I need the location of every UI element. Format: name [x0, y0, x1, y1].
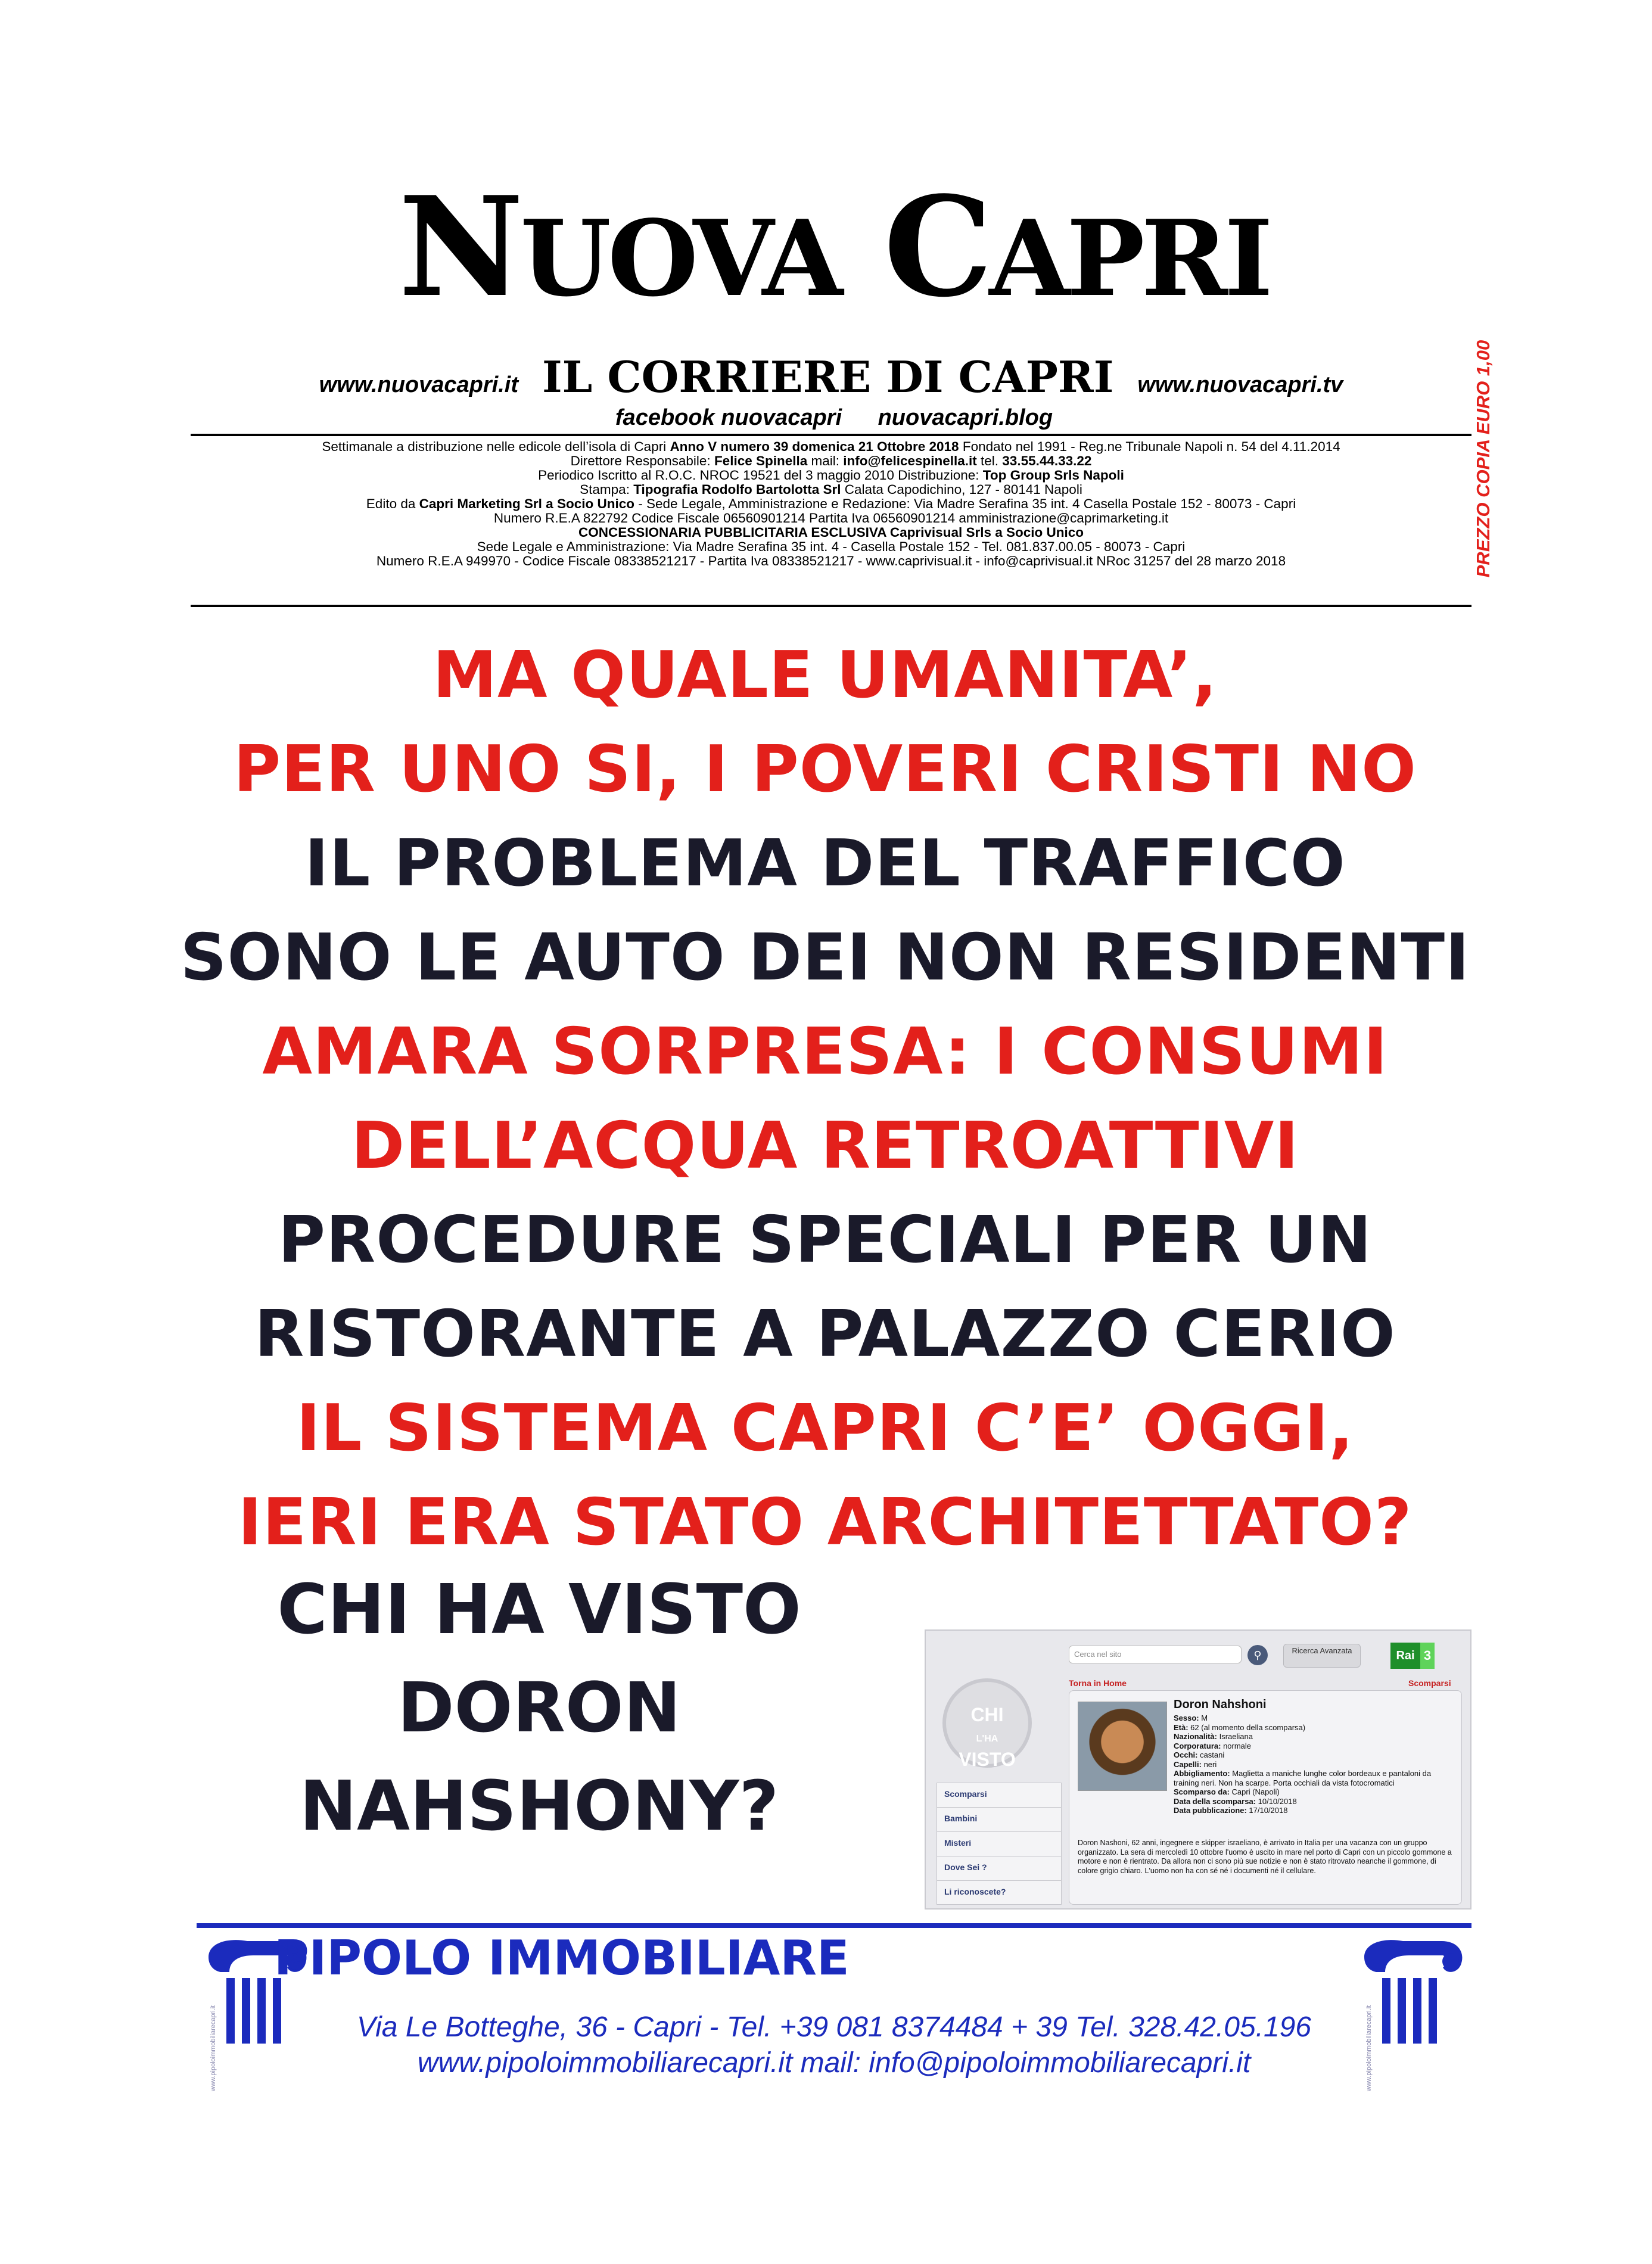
social-links	[596, 405, 1072, 431]
person-field: Nazionalità: Israeliana	[1174, 1732, 1253, 1741]
screenshot-nav-item: Li riconoscete?	[937, 1880, 1062, 1905]
masthead-subhead	[191, 352, 1471, 405]
headline: IL SISTEMA CAPRI C’E’ OGGI,	[296, 1391, 1354, 1466]
person-field: Età: 62 (al momento della scomparsa)	[1174, 1722, 1306, 1732]
screenshot-nav-item: Dove Sei ?	[937, 1856, 1062, 1880]
chi-line: NAHSHONY?	[299, 1767, 779, 1846]
chi-lha-visto-logo: CHI L'HA VISTO	[942, 1678, 1032, 1768]
person-field: Capelli: neri	[1174, 1759, 1217, 1769]
person-field: Data della scomparsa: 10/10/2018	[1174, 1796, 1297, 1806]
imprint-block	[191, 440, 1471, 568]
imprint-line-5: Edito da Capri Marketing Srl a Socio Unico - Sede Legale, Amministrazione e Redazione: Via Madre Serafina 35 int. 4 Casella Postale 152 - 80073 - Capri	[366, 497, 1296, 511]
masthead-subtitle: IL CORRIERE DI CAPRI	[542, 352, 1114, 402]
chi-line: DORON	[397, 1668, 681, 1748]
headline: RISTORANTE A PALAZZO CERIO	[254, 1297, 1396, 1372]
person-field: Corporatura: normale	[1174, 1741, 1252, 1750]
headline: AMARA SORPRESA: I CONSUMI	[262, 1015, 1388, 1089]
headline: IERI ERA STATO ARCHITETTATO?	[238, 1485, 1413, 1560]
price-label: PREZZO COPIA EURO 1,00	[1473, 340, 1494, 578]
imprint-line-9: Numero R.E.A 949970 - Codice Fiscale 08338521217 - Partita Iva 08338521217 - www.caprivisual.it - info@caprivisual.it NRoc 31257 del 28 marzo 2018	[376, 554, 1286, 568]
missing-person-card	[1069, 1690, 1462, 1905]
headline: PROCEDURE SPECIALI PER UN	[278, 1203, 1373, 1277]
site-link-tv[interactable]: www.nuovacapri.tv	[1137, 372, 1343, 397]
person-photo	[1078, 1702, 1167, 1791]
screenshot-nav	[937, 1783, 1062, 1905]
logo-small-text: www.pipoloimmobiliarecapri.it	[210, 2005, 217, 2091]
headline: SONO LE AUTO DEI NON RESIDENTI	[180, 920, 1470, 995]
screenshot-home-link: Torna in Home	[1069, 1678, 1127, 1688]
screenshot-search-input: Cerca nel sito	[1069, 1646, 1242, 1663]
imprint-line-2: Direttore Responsabile: Felice Spinella mail: info@felicespinella.it tel. 33.55.44.33.22	[570, 454, 1092, 468]
headline: MA QUALE UMANITA’,	[433, 638, 1218, 713]
person-field: Occhi: castani	[1174, 1750, 1225, 1759]
screenshot-nav-item: Scomparsi	[937, 1783, 1062, 1807]
footer-brand: PIPOLO IMMOBILIARE	[274, 1930, 850, 1986]
rai-number: 3	[1420, 1643, 1435, 1669]
chi-ha-visto-headline	[197, 1561, 882, 1856]
imprint-line-4: Stampa: Tipografia Rodolfo Bartolotta Srl Calata Capodichino, 127 - 80141 Napoli	[580, 483, 1082, 497]
facebook-link[interactable]: facebook nuovacapri	[615, 405, 842, 430]
imprint-line-6: Numero R.E.A 822792 Codice Fiscale 06560901214 Partita Iva 06560901214 amministrazione@caprimarketing.it	[493, 511, 1169, 525]
chi-line: CHI HA VISTO	[277, 1570, 801, 1650]
imprint-line-7: CONCESSIONARIA PUBBLICITARIA ESCLUSIVA Caprivisual Srls a Socio Unico	[578, 525, 1084, 540]
tv-page-screenshot	[925, 1629, 1471, 1910]
footer-divider	[197, 1923, 1471, 1928]
person-field: Sesso: M	[1174, 1713, 1208, 1722]
person-field: Data pubblicazione: 17/10/2018	[1174, 1806, 1288, 1815]
masthead-title: NUOVA CAPRI	[399, 167, 1270, 328]
imprint-line-3: Periodico Iscritto al R.O.C. NROC 19521 del 3 maggio 2010 Distribuzione: Top Group Srls Napoli	[538, 468, 1124, 483]
person-name: Doron Nahshoni	[1174, 1698, 1267, 1711]
logo-small-text: www.pipoloimmobiliarecapri.it	[1365, 2005, 1373, 2091]
headlines	[89, 629, 1561, 1570]
headline: DELL’ACQUA RETROATTIVI	[351, 1109, 1299, 1183]
screenshot-section-label: Scomparsi	[1408, 1678, 1451, 1688]
person-field: Abbigliamento: Maglietta a maniche lunghe color bordeaux e pantaloni da training neri. Non ha scarpe. Porta occhiali da vista fotocromatici	[1174, 1769, 1432, 1787]
masthead-divider-bottom	[191, 605, 1471, 607]
screenshot-nav-item: Misteri	[937, 1831, 1062, 1856]
person-description: Doron Nashoni, 62 anni, ingegnere e skipper israeliano, è arrivato in Italia per una vacanza con un gruppo organizzato. La sera di mercoledì 10 ottobre l'uomo è uscito in mare nel porto di Capri con un piccolo gommone a motore e non è rientrato. Da allora non ci sono più sue notizie e non è stato ritrovato neanche il gommone, di colore grigio chiaro. L'uomo non ha con sé né i documenti né il cellulare.	[1078, 1839, 1452, 1875]
screenshot-nav-item: Bambini	[937, 1807, 1062, 1831]
headline: IL PROBLEMA DEL TRAFFICO	[304, 826, 1346, 901]
headline: PER UNO SI, I POVERI CRISTI NO	[234, 732, 1417, 807]
search-icon: ⚲	[1247, 1645, 1268, 1665]
imprint-line-8: Sede Legale e Amministrazione: Via Madre Serafina 35 int. 4 - Casella Postale 152 - Tel. 081.837.00.05 - 80073 - Capri	[477, 540, 1186, 554]
person-field: Scomparso da: Capri (Napoli)	[1174, 1787, 1280, 1796]
footer-web-mail[interactable]: www.pipoloimmobiliarecapri.it mail: info@pipoloimmobiliarecapri.it	[417, 2047, 1251, 2079]
masthead-divider-top	[191, 434, 1471, 436]
person-fields	[1174, 1713, 1454, 1815]
screenshot-advanced-search: Ricerca Avanzata	[1283, 1644, 1361, 1668]
footer-address: Via Le Botteghe, 36 - Capri - Tel. +39 081 8374484 + 39 Tel. 328.42.05.196	[356, 2011, 1312, 2043]
imprint-line-1: Settimanale a distribuzione nelle edicole dell’isola di Capri Anno V numero 39 domenica 21 Ottobre 2018 Fondato nel 1991 - Reg.ne Tribunale Napoli n. 54 del 4.11.2014	[322, 440, 1340, 454]
rai-logo: Rai	[1390, 1643, 1420, 1669]
site-link-it[interactable]: www.nuovacapri.it	[319, 372, 518, 397]
blog-link[interactable]: nuovacapri.blog	[878, 405, 1053, 430]
